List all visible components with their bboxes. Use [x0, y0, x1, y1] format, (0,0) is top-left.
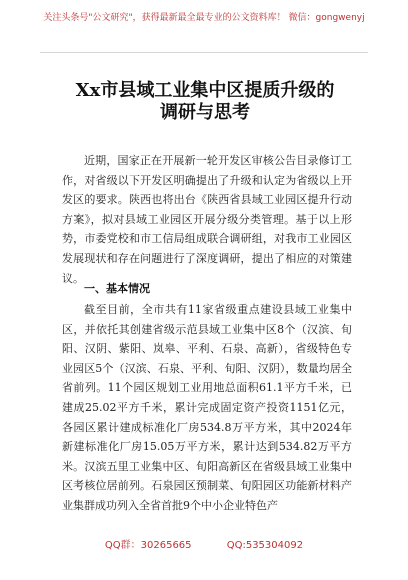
footer-contact — [0, 536, 408, 551]
footer-qq-group: QQ群：30265665 — [104, 540, 192, 551]
section-heading: 一、基本情况 — [84, 282, 150, 295]
section-paragraph: 截至目前，全市共有11家省级重点建设县域工业集中区，并依托其创建省级示范县域工业集中区8个（汉滨、旬阳、汉阴、紫阳、岚皋、平利、石泉、高新），省级特色专业园区5个（汉滨、石泉、平利、旬阳、汉阴），数量均居全省前列。11个园区规划工业用地总面积61.1平方千米，已建成25.02平方千米，累计完成固定资产投资1151亿元，各园区累计建成标准化厂房534.8万平方米，其中2024年新建标准化厂房15.05万平方米，累计达到534.82万平方米。汉滨五里工业集中区、旬阳高新区在省级县域工业集中区考核位居前列。石泉园区预制菜、旬阳园区功能新材料产业集群成功列入全省首批9个中小企业特色产 — [62, 303, 352, 512]
document-title: Xx市县域工业集中区提质升级的调研与思考 — [75, 80, 335, 123]
footer-qq-number: QQ:535304092 — [226, 540, 304, 551]
header-divider — [40, 52, 368, 53]
intro-paragraph: 近期，国家正在开展新一轮开发区审核公告目录修订工作，对省级以下开发区明确提出了升级和认定为省级以上开发区的要求。陕西也将出台《陕西省县域工业园区提升行动方案》，拟对县域工业园区开展分级分类管理。基于以上形势，市委党校和市工信局组成联合调研组，对我市工业园区发展现状和存在问题进行了深度调研，提出了相应的对策建议。 — [62, 154, 352, 285]
header-promo-note: 关注头条号"公文研究"，获得最新最全最专业的公文资料库！ 微信：gongwenyj — [43, 13, 365, 23]
